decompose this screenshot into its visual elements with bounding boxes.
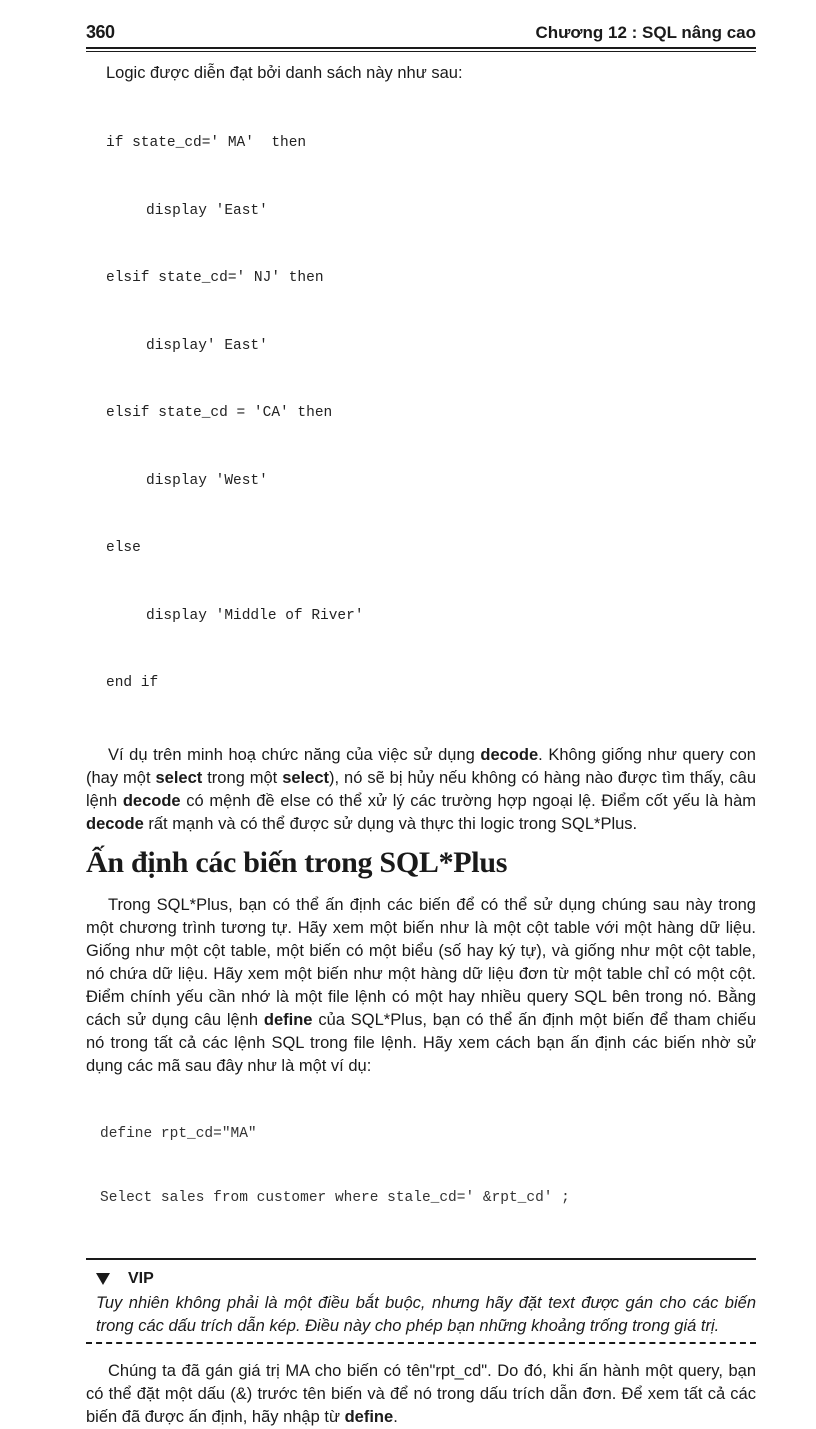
- text-run: có mệnh đề else có thể xử lý các trường hợp ngoại lệ. Điểm cốt yếu là hàm: [180, 791, 757, 810]
- code-line: end if: [106, 675, 159, 691]
- vip-text: Tuy nhiên không phải là một điều bắt buộc, nhưng hãy đặt text được gán cho các biến trong các dấu trích dẫn kép. Điều này cho phép bạn những khoảng trống trong giá trị.: [96, 1293, 756, 1335]
- keyword: define: [263, 1010, 313, 1029]
- text-run: . Không giống như query con (hay một: [86, 745, 756, 787]
- vip-note: [86, 1258, 756, 1338]
- keyword: select: [155, 768, 203, 787]
- text-run: Ví dụ trên minh hoạ chức năng của việc sử dụng: [108, 745, 481, 764]
- running-header: [86, 22, 756, 47]
- paragraph-variable: [86, 1360, 756, 1429]
- code-line: display' East': [146, 337, 268, 354]
- paragraph-decode: [86, 744, 756, 836]
- dashed-rule: [86, 1342, 756, 1344]
- code-line: if state_cd=' MA' then: [106, 135, 307, 151]
- text-run: Trong SQL*Plus, bạn có thể ấn định các biến để có thể sử dụng chúng sau này trong một chương trình tương tự. Hãy xem một biến như là một cột table với một hàng dữ liệu. Giống như một cột table, một biến có một biểu (số hay ký tự), và giống như một cột table, nó chứa dữ liệu. Hãy xem một biến như một hàng dữ liệu đơn từ một table chỉ có một cột. Điểm chính yếu cần nhớ là một file lệnh có một hay nhiều query SQL bên trong nó. Bằng cách sử dụng câu lệnh: [86, 895, 756, 1029]
- vip-label: VIP: [128, 1269, 154, 1287]
- code-line: else: [106, 540, 141, 556]
- text-run: rất mạnh và có thể được sử dụng và thực thi logic trong SQL*Plus.: [143, 814, 638, 833]
- keyword: decode: [480, 745, 539, 764]
- code-line: elsif state_cd=' NJ' then: [106, 270, 324, 286]
- triangle-down-icon: [96, 1273, 110, 1285]
- code-line: Select sales from customer where stale_cd=' &rpt_cd' ;: [100, 1189, 570, 1206]
- text-run: Chúng ta đã gán giá trị MA cho biến có tên"rpt_cd". Do đó, khi ấn hành một query, bạn có thể đặt một dấu (&) trước tên biến và để nó trong dấu trích dẫn đơn. Để xem tất cả các biến đã được ấn định, hãy nhập từ: [86, 1361, 756, 1426]
- code-line: display 'Middle of River': [146, 607, 364, 624]
- section-heading: Ấn định các biến trong SQL*Plus: [86, 845, 508, 879]
- text-run: ), nó sẽ bị hủy nếu không có hàng nào được tìm thấy, câu lệnh: [86, 768, 756, 810]
- keyword: decode: [122, 791, 181, 810]
- text-run: của SQL*Plus, bạn có thể ấn định một biến để tham chiếu nó trong tất cả các lệnh SQL trong file lệnh. Hãy xem cách bạn ấn định các biến nhờ sử dụng các mã sau đây như là một ví dụ:: [86, 1010, 756, 1075]
- define-code-block: [100, 1086, 756, 1246]
- paragraph-define: [86, 894, 756, 1078]
- chapter-title: Chương 12 : SQL nâng cao: [535, 23, 756, 42]
- keyword: select: [282, 768, 330, 787]
- keyword: define: [344, 1407, 394, 1426]
- vip-title: [86, 1270, 756, 1288]
- code-line: display 'West': [146, 472, 268, 489]
- intro-line: Logic được diễn đạt bởi danh sách này như sau:: [106, 64, 463, 82]
- code-line: define rpt_cd="MA": [100, 1125, 257, 1142]
- text-run: .: [393, 1407, 398, 1426]
- code-line: display 'East': [146, 202, 268, 219]
- page-number: 360: [86, 22, 115, 42]
- logic-code-block: [86, 87, 756, 740]
- keyword: decode: [86, 814, 144, 833]
- text-run: trong một: [202, 768, 283, 787]
- book-page: [86, 22, 756, 1429]
- code-line: elsif state_cd = 'CA' then: [106, 405, 333, 421]
- header-rule: [86, 47, 756, 52]
